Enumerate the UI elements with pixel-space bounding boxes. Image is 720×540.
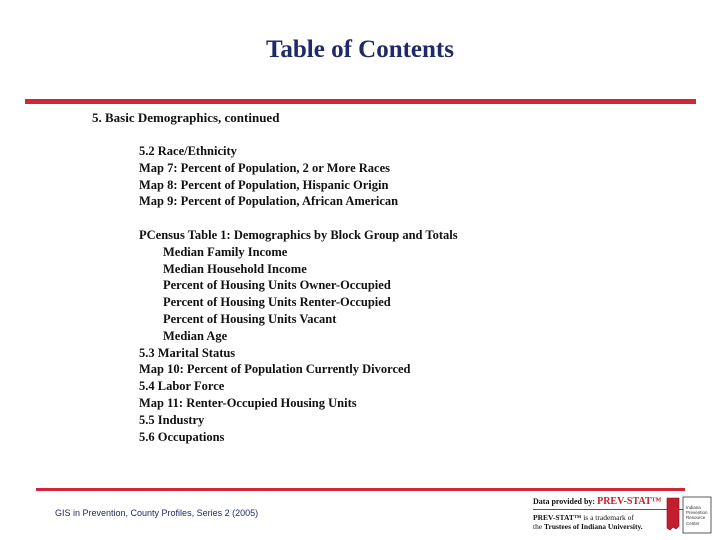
toc-item: Map 9: Percent of Population, African American [139, 194, 399, 209]
credit-provided-line [533, 497, 683, 510]
toc-group-census [139, 227, 458, 445]
toc-item: Median Age [163, 328, 228, 343]
toc-item: 5.6 Occupations [139, 429, 225, 444]
section-heading: 5. Basic Demographics, continued [92, 110, 280, 125]
trademark-rest: is a trademark of [581, 513, 634, 522]
bottom-divider [36, 488, 685, 491]
toc-item: 5.3 Marital Status [139, 345, 236, 360]
toc-item: 5.5 Industry [139, 412, 205, 427]
toc-item: Percent of Housing Units Vacant [163, 311, 337, 326]
toc-group-race [139, 143, 398, 210]
trademark-prefix: the [533, 522, 545, 531]
toc-item: Map 8: Percent of Population, Hispanic Origin [139, 177, 389, 192]
credit-trademark-line1 [533, 513, 683, 522]
footer-series-text: GIS in Prevention, County Profiles, Series 2 (2005) [55, 508, 259, 518]
toc-item: Map 10: Percent of Population Currently Divorced [139, 362, 411, 377]
credit-provided-label: Data provided by: [533, 497, 596, 506]
toc-item: Percent of Housing Units Renter-Occupied [163, 295, 391, 310]
toc-item: Percent of Housing Units Owner-Occupied [163, 278, 391, 293]
toc-item: Median Household Income [163, 261, 307, 276]
credit-trademark-line2 [533, 522, 683, 531]
trademark-brand: PREV-STAT™ [533, 513, 582, 522]
toc-item: PCensus Table 1: Demographics by Block Group and Totals [139, 228, 458, 242]
top-divider [25, 99, 696, 104]
logo-text: Indiana Prevention Resource Center [686, 505, 708, 526]
toc-item: Median Family Income [163, 244, 288, 259]
toc-item: Map 7: Percent of Population, 2 or More Races [139, 160, 390, 175]
data-credit [533, 497, 683, 531]
credit-brand: PREV-STAT™ [597, 496, 662, 507]
toc-item: Map 11: Renter-Occupied Housing Units [139, 395, 357, 410]
toc-item: 5.2 Race/Ethnicity [139, 144, 237, 158]
toc-item: 5.4 Labor Force [139, 379, 225, 394]
trademark-owner: Trustees of Indiana University. [544, 522, 643, 531]
page-title: Table of Contents [266, 36, 454, 63]
